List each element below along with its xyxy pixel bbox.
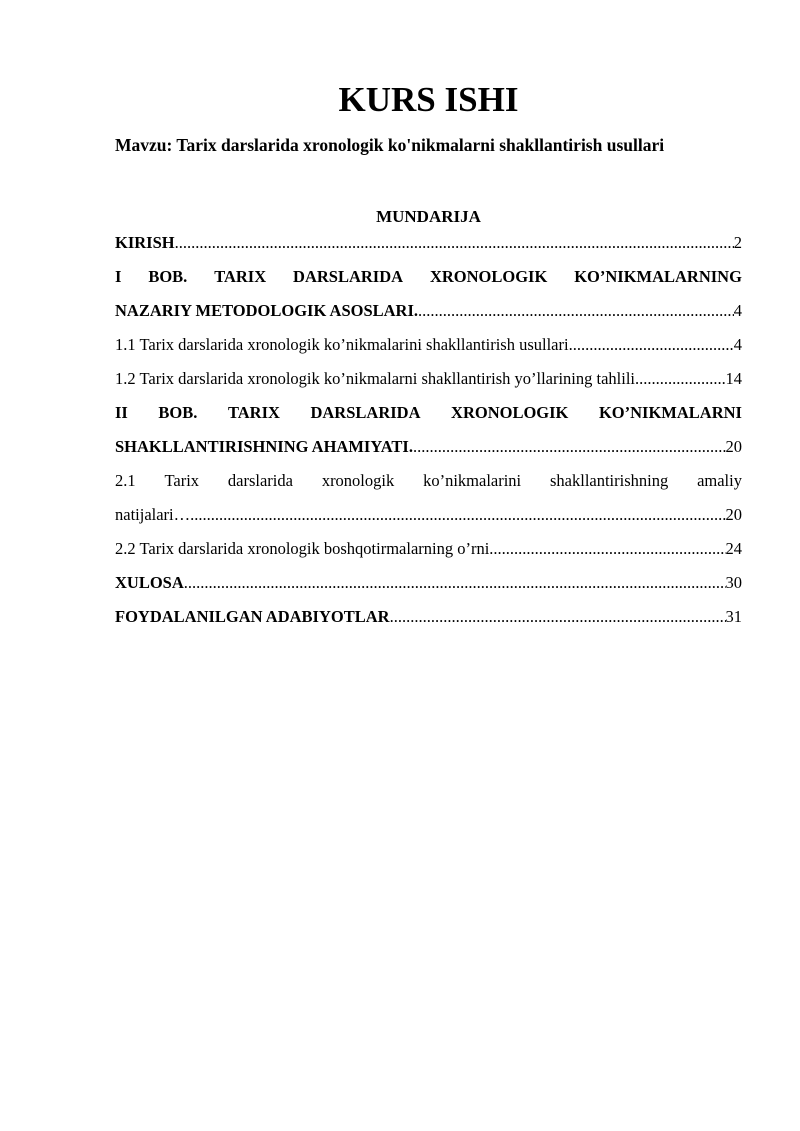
- toc-leader-dots: [184, 569, 726, 596]
- toc-entry-conclusion[interactable]: [115, 569, 742, 596]
- table-of-contents: [115, 229, 742, 630]
- toc-page-number: 20: [725, 505, 742, 524]
- toc-entry-label: 1.2 Tarix darslarida xronologik ko’nikmalarni shakllantirish yo’llarining tahlili: [115, 369, 636, 388]
- toc-entry-label: SHAKLLANTIRISHNING AHAMIYATI.: [115, 437, 413, 456]
- toc-word: I: [115, 267, 122, 286]
- toc-page-number: 2: [733, 233, 742, 252]
- toc-word: TARIX: [214, 267, 267, 286]
- toc-leader-dots: [569, 331, 734, 358]
- toc-leader-dots: [418, 297, 734, 324]
- toc-leader-dots: [190, 501, 725, 528]
- toc-leader-dots: [635, 365, 725, 392]
- toc-page-number: 31: [725, 607, 742, 626]
- toc-page-number: 24: [725, 539, 742, 558]
- toc-page-number: 30: [725, 573, 742, 592]
- toc-word: TARIX: [227, 403, 280, 422]
- toc-word: BOB.: [148, 267, 188, 286]
- toc-leader-dots: [175, 229, 734, 256]
- toc-entry-label: XULOSA: [115, 573, 184, 592]
- toc-word: KO’NIKMALARNI: [598, 403, 742, 422]
- toc-entry-label: KIRISH: [115, 233, 175, 252]
- document-subject: Mavzu: Tarix darslarida xronologik ko'nikmalarni shakllantirish usullari: [115, 135, 665, 155]
- toc-entry-line: [115, 433, 742, 460]
- toc-word: amaliy: [697, 471, 742, 490]
- toc-entry-chapter-1[interactable]: [115, 263, 742, 324]
- toc-word: DARSLARIDA: [293, 267, 404, 286]
- toc-entry-line: [115, 501, 742, 528]
- toc-page-number: 4: [733, 335, 742, 354]
- toc-entry-section-2-2[interactable]: [115, 535, 742, 562]
- contents-heading: MUNDARIJA: [376, 207, 481, 226]
- toc-entry-section-1-1[interactable]: [115, 331, 742, 358]
- toc-entry-line: [115, 263, 742, 290]
- toc-page-number: 4: [733, 301, 742, 320]
- toc-word: XRONOLOGIK: [429, 267, 548, 286]
- document-title: KURS ISHI: [338, 80, 519, 119]
- toc-entry-section-1-2[interactable]: [115, 365, 742, 392]
- toc-entry-label: 1.1 Tarix darslarida xronologik ko’nikmalarini shakllantirish usullari: [115, 335, 569, 354]
- toc-word: II: [115, 403, 128, 422]
- toc-word: XRONOLOGIK: [451, 403, 569, 422]
- toc-word: ko’nikmalarini: [423, 471, 522, 490]
- toc-entry-label: 2.2 Tarix darslarida xronologik boshqotirmalarning o’rni: [115, 539, 490, 558]
- toc-word: 2.1: [115, 471, 136, 490]
- toc-entry-section-2-1[interactable]: [115, 467, 742, 528]
- toc-entry-label: FOYDALANILGAN ADABIYOTLAR: [115, 607, 390, 626]
- toc-entry-references[interactable]: [115, 603, 742, 630]
- toc-leader-dots: [390, 603, 726, 630]
- toc-word: darslarida: [227, 471, 293, 490]
- toc-entry-intro[interactable]: [115, 229, 742, 256]
- toc-word: xronologik: [321, 471, 395, 490]
- toc-entry-line: [115, 467, 742, 494]
- toc-word: Tarix: [164, 471, 200, 490]
- toc-entry-line: [115, 399, 742, 426]
- toc-entry-line: [115, 297, 742, 324]
- toc-leader-dots: [413, 433, 726, 460]
- toc-page-number: 14: [725, 369, 742, 388]
- toc-page-number: 20: [725, 437, 742, 456]
- toc-entry-chapter-2[interactable]: [115, 399, 742, 460]
- toc-entry-label: NAZARIY METODOLOGIK ASOSLARI.: [115, 301, 419, 320]
- toc-entry-label: natijalari…: [115, 505, 191, 524]
- toc-word: KO’NIKMALARNING: [574, 267, 742, 286]
- toc-leader-dots: [489, 535, 725, 562]
- toc-word: BOB.: [158, 403, 198, 422]
- toc-word: shakllantirishning: [549, 471, 669, 490]
- toc-word: DARSLARIDA: [310, 403, 421, 422]
